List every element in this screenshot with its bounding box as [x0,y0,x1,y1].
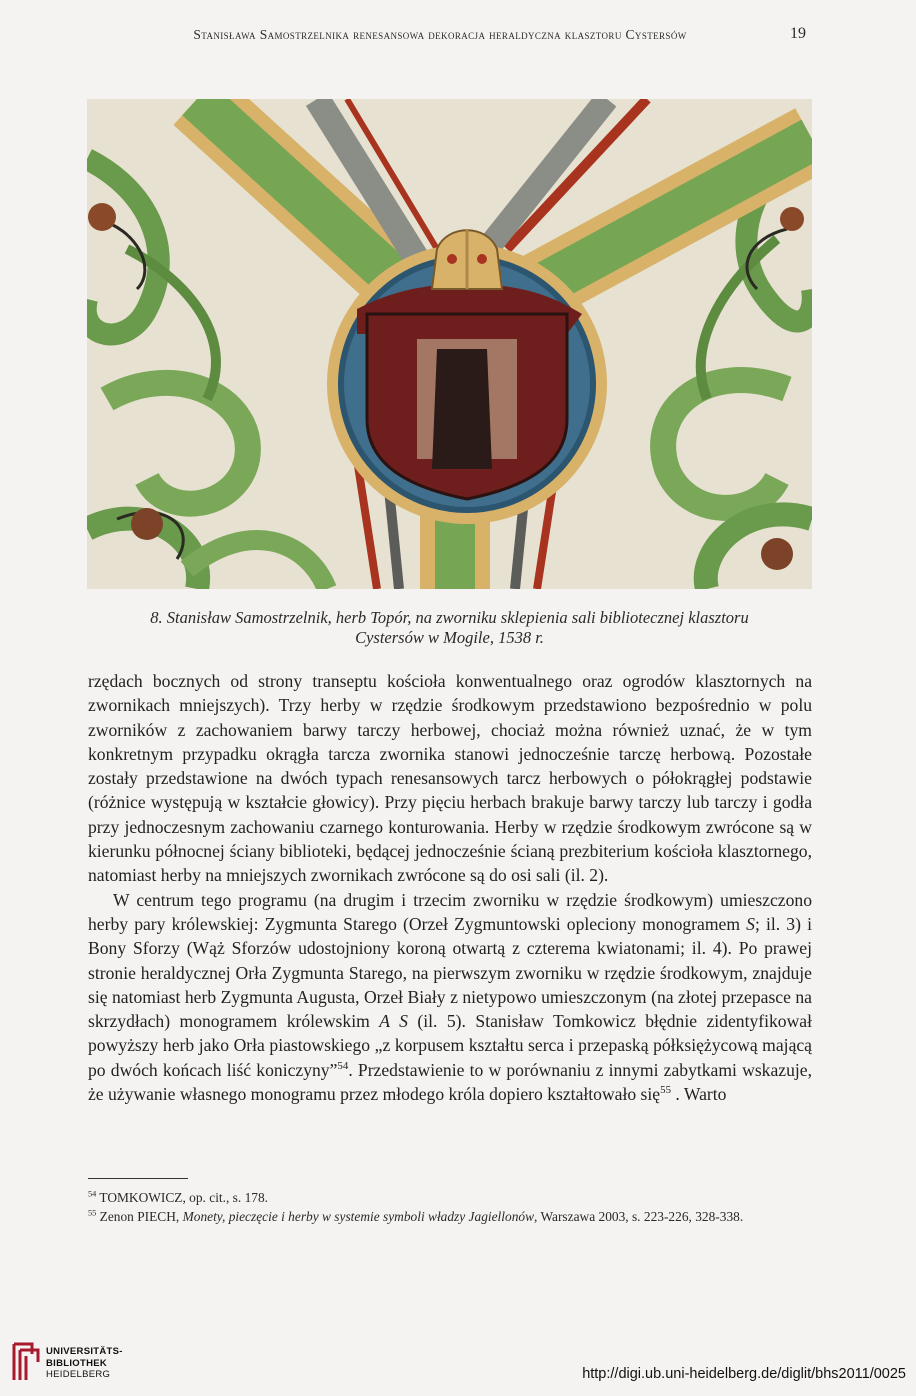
page-number: 19 [790,25,806,42]
paragraph-2-text-b: ; il. 3) i Bony Sforzy (Wąż Sforzów udostojniony koroną otwartą z czterema kwiatonami; il. 4). Po prawej stronie heraldycznej Orła Zygmunta Starego, na pierwszym zworniku w rzędzie środkowym, znajduje się natomiast herb Zygmunta Augusta, Orzeł Biały z nietypowo umieszczonym (na złotej przepasce na skrzydłach) monogramem królewskim [88,913,812,1032]
running-title: Stanisława Samostrzelnika renesansowa dekoracja heraldyczna klasztoru Cystersów [193,27,687,42]
figure-caption [87,608,812,648]
footnote-55-number: 55 [88,1208,97,1218]
paragraph-2-text-c: (il. 5). Stanisław Tomkowicz błędnie zidentyfikował powyższy herb jako Orła piastowskiego „z korpusem kształtu serca i przepaską półksiężycową mającą po dwóch końcach liść koniczyny” [88,1011,812,1080]
paragraph-1: rzędach bocznych od strony transeptu kościoła konwentualnego oraz ogrodów klasztornych na zwornikach mniejszych). Trzy herby w rzędzie środkowym przedstawiono bezpośrednio w polu zworników z zachowaniem barwy tarczy herbowej, chociaż można również uznać, że w tym konkretnym przypadku okrągła tarcza zwornika stanowi jednocześnie tarczę herbową. Pozostałe zostały przedstawione na dwóch typach renesansowych tarcz herbowych o półokrągłej podstawie (różnice występują w kształcie głowicy). Przy pięciu herbach brakuje barwy tarczy lub tarczy i godła przy jednoczesnym zachowaniu czarnego konturowania. Herby w rzędzie środkowym zwrócone są w kierunku północnej ściany biblioteki, będącej jednocześnie ścianą prezbiterium kościoła klasztornego, natomiast herby na mniejszych zwornikach zwrócone są do osi sali (il. 2). [88,671,812,886]
keystone-photograph [87,99,812,589]
monogram-s: S [746,913,755,934]
caption-line-2: Cystersów w Mogile, 1538 r. [355,628,544,647]
footnote-ref-54[interactable]: 54 [337,1059,349,1072]
library-logo-icon [10,1340,42,1384]
footnote-54-text: TOMKOWICZ, op. cit., s. 178. [96,1190,269,1205]
library-name-line-1: UNIVERSITÄTS- [46,1346,123,1357]
footnote-54-number: 54 [88,1189,97,1199]
paragraph-2-text-a: W centrum tego programu (na drugim i trzecim zworniku w rzędzie środkowym) umieszczono herby pary królewskiej: Zygmunta Starego (Orzeł Zygmuntowski opleciony monogramem [88,889,812,934]
paragraph-2-text-d: . Przedstawienie to w porównaniu z innymi zabytkami wskazuje, że używanie własnego monogramu przez młodego króla dopiero kształtowało się [88,1059,812,1105]
footnote-rule [88,1178,188,1179]
library-name-line-3: HEIDELBERG [46,1369,111,1380]
footnote-ref-55[interactable]: 55 [660,1084,672,1097]
footnote-55 [88,1207,812,1226]
footnote-55-title: Monety, pieczęcie i herby w systemie symboli władzy Jagiellonów [182,1209,535,1224]
footnote-54 [88,1188,812,1207]
footnote-55-author: Zenon PIECH, [96,1209,183,1224]
source-url[interactable]: http://digi.ub.uni-heidelberg.de/diglit/bhs2011/0025 [582,1366,906,1382]
monogram-as: A S [379,1011,408,1032]
caption-line-1: 8. Stanisław Samostrzelnik, herb Topór, na zworniku sklepienia sali bibliotecznej klasztoru [150,608,749,627]
library-name-line-2: BIBLIOTHEK [46,1357,108,1369]
footnote-55-rest: , Warszawa 2003, s. 223-226, 328-338. [534,1209,744,1224]
footnotes [88,1188,812,1226]
paragraph-2 [88,888,812,1107]
body-text [88,669,812,1106]
paragraph-2-text-e: . Warto [671,1084,727,1105]
library-name [46,1346,123,1381]
